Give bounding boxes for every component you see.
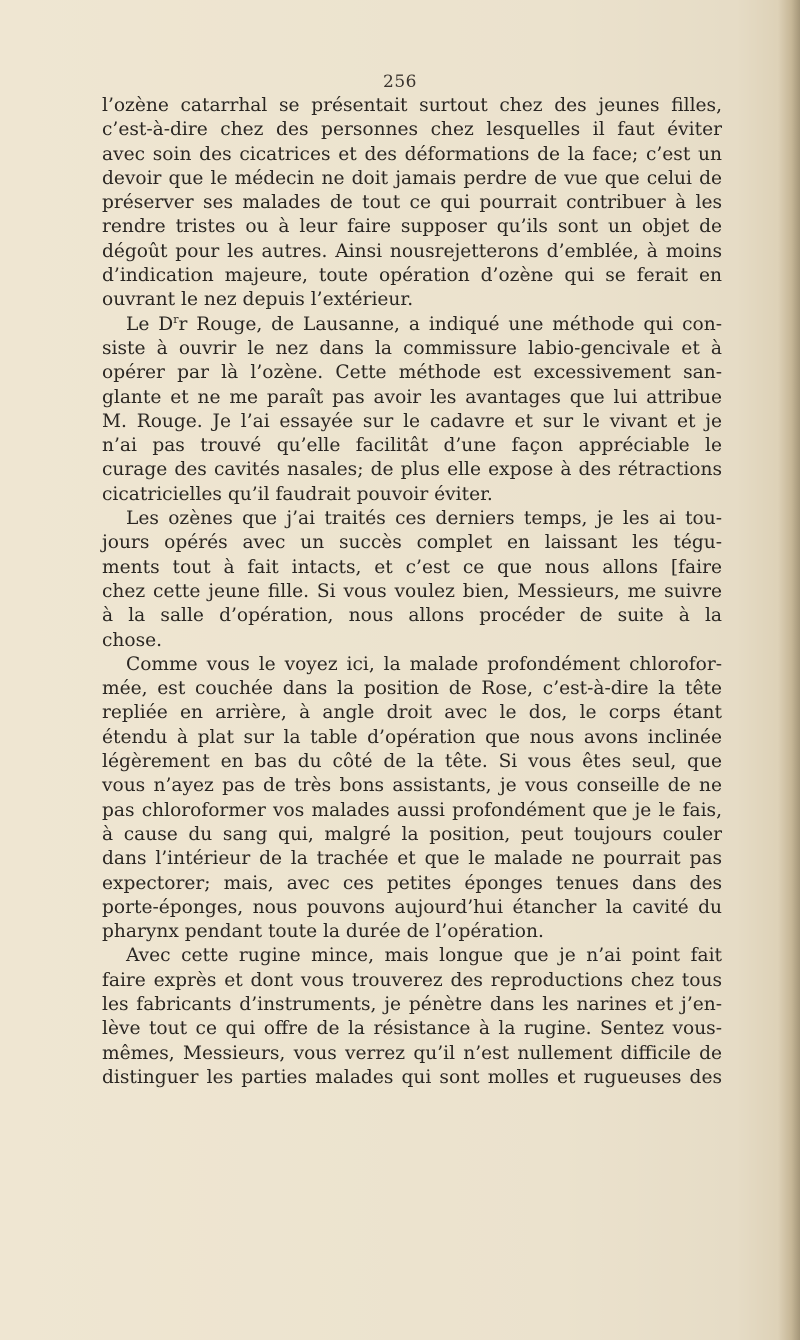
text-line: porte-éponges, nous pouvons aujourd’hui étancher la cavité du	[102, 896, 722, 918]
text-line: rendre tristes ou à leur faire supposer qu’ils sont un objet de	[102, 216, 722, 238]
text-line: c’est-à-dire chez des personnes chez lesquelles il faut éviter	[102, 119, 722, 141]
paragraph	[102, 653, 722, 945]
text-line: n’ai pas trouvé qu’elle facilitât d’une façon appréciable le	[102, 435, 722, 457]
paragraph	[102, 507, 722, 653]
text-line: distinguer les parties malades qui sont molles et rugueuses des	[102, 1066, 722, 1088]
text-line: Les ozènes que j’ai traités ces derniers temps, je les ai tou-	[126, 508, 722, 530]
text-line: les fabricants d’instruments, je pénètre dans les narines et j’en-	[102, 993, 722, 1015]
text-line: d’indication majeure, toute opération d’ozène qui se ferait en	[102, 265, 722, 287]
text-line: dans l’intérieur de la trachée et que le malade ne pourrait pas	[102, 848, 722, 870]
text-line: mêmes, Messieurs, vous verrez qu’il n’est nullement difficile de	[102, 1042, 722, 1064]
text-line: Le $D^rr$ Rouge, de Lausanne, a indiqué une méthode qui con-	[126, 312, 722, 335]
text-line: pas chloroformer vos malades aussi profondément que je le fais,	[102, 799, 722, 821]
text-line: à la salle d’opération, nous allons procéder de suite à la	[102, 605, 722, 627]
page-binding-shadow	[778, 0, 800, 1340]
text-line: étendu à plat sur la table d’opération que nous avons inclinée	[102, 726, 722, 748]
text-line: Comme vous le voyez ici, la malade profondément chlorofor-	[126, 653, 722, 675]
text-line: curage des cavités nasales; de plus elle expose à des rétractions	[102, 459, 722, 481]
text-line: faire exprès et dont vous trouverez des reproductions chez tous	[102, 969, 722, 991]
paragraph	[102, 313, 722, 507]
paragraph	[102, 944, 722, 1090]
text-line: préserver ses malades de tout ce qui pourrait contribuer à les	[102, 192, 722, 214]
text-line: avec soin des cicatrices et des déformations de la face; c’est un	[102, 143, 722, 165]
text-line: opérer par là l’ozène. Cette méthode est excessivement san-	[102, 362, 722, 384]
text-line: dégoût pour les autres. Ainsi nousrejetterons d’emblée, à moins	[102, 240, 722, 262]
page-number: 256	[383, 72, 417, 92]
text-line: siste à ouvrir le nez dans la commissure labio-gencivale et à	[102, 337, 722, 359]
paragraph	[102, 94, 722, 313]
text-line: Avec cette rugine mince, mais longue que je n’ai point fait	[126, 945, 722, 967]
text-line: vous n’ayez pas de très bons assistants, je vous conseille de ne	[102, 775, 722, 797]
text-line: pharynx pendant toute la durée de l’opération.	[102, 921, 544, 943]
text-line: l’ozène catarrhal se présentait surtout chez des jeunes filles,	[102, 95, 722, 116]
text-line: à cause du sang qui, malgré la position, peut toujours couler	[102, 823, 722, 845]
text-line: expectorer; mais, avec ces petites éponges tenues dans des	[102, 872, 722, 894]
text-line: jours opérés avec un succès complet en laissant les tégu-	[102, 532, 722, 554]
text-line: glante et ne me paraît pas avoir les avantages que lui attribue	[102, 386, 722, 408]
text-line: lève tout ce qui offre de la résistance à la rugine. Sentez vous-	[102, 1018, 722, 1040]
text-line: mée, est couchée dans la position de Rose, c’est-à-dire la tête	[102, 678, 722, 700]
text-line: ouvrant le nez depuis l’extérieur.	[102, 289, 414, 311]
text-line: cicatricielles qu’il faudrait pouvoir éviter.	[102, 483, 493, 505]
text-line: légèrement en bas du côté de la tête. Si vous êtes seul, que	[102, 751, 722, 773]
text-line: M. Rouge. Je l’ai essayée sur le cadavre et sur le vivant et je	[102, 410, 722, 432]
text-line: chez cette jeune fille. Si vous voulez bien, Messieurs, me suivre	[102, 580, 722, 602]
text-line: devoir que le médecin ne doit jamais perdre de vue que celui de	[102, 167, 722, 189]
text-line: chose.	[102, 629, 163, 651]
body-text	[102, 94, 722, 1090]
text-line: ments tout à fait intacts, et c’est ce que nous allons [faire	[102, 556, 722, 578]
text-line: repliée en arrière, à angle droit avec le dos, le corps étant	[102, 702, 722, 724]
